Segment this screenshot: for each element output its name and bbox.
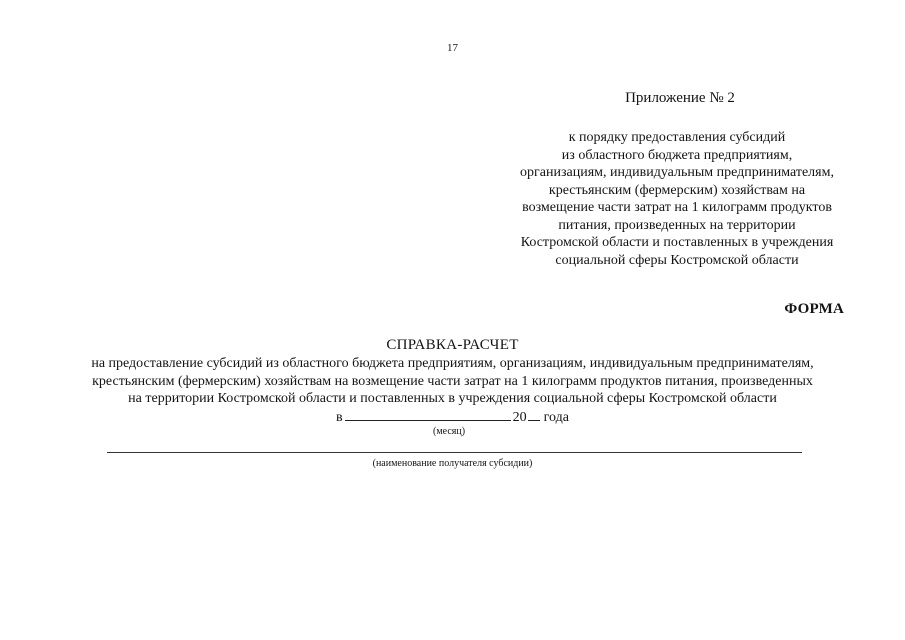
appendix-description-line: организациям, индивидуальным предпринимателям, [520,165,834,180]
month-caption: (месяц) [433,426,466,437]
document-subtitle-line: крестьянским (фермерским) хозяйствам на возмещение части затрат на 1 килограмм продуктов питания, произведенных [92,373,813,389]
appendix-description-line: питания, произведенных на территории [558,217,796,233]
period-prefix: в [336,410,343,425]
form-label: ФОРМА [784,301,844,317]
month-blank-field[interactable] [345,408,511,421]
year-blank-field[interactable] [528,408,540,421]
document-subtitle-line: на территории Костромской области и поставленных в учреждения социальной сферы Костромской области [128,391,777,406]
appendix-description-line: Костромской области и поставленных в учреждения [520,235,834,250]
appendix-description [492,129,862,269]
appendix-description-line: из областного бюджета предприятиям, [561,147,793,163]
appendix-description-line: крестьянским (фермерским) хозяйствам на [548,182,806,198]
page-number: 17 [447,42,458,54]
recipient-caption: (наименование получателя субсидии) [372,458,533,469]
appendix-title: Приложение № 2 [625,90,735,106]
document-title: СПРАВКА-РАСЧЕТ [386,337,519,353]
recipient-blank-field[interactable] [107,452,802,453]
document-subtitle-line: на предоставление субсидий из областного бюджета предприятиям, организациям, индивидуальным предпринимателям, [91,356,814,371]
appendix-description-line: к порядку предоставления субсидий [568,130,786,145]
appendix-description-line: социальной сферы Костромской области [555,252,799,268]
year-prefix: 20 [512,410,527,425]
period-line [0,408,905,426]
appendix-description-line: возмещение части затрат на 1 килограмм продуктов [522,200,832,215]
period-suffix: года [543,410,569,425]
document-subtitle [40,355,865,408]
